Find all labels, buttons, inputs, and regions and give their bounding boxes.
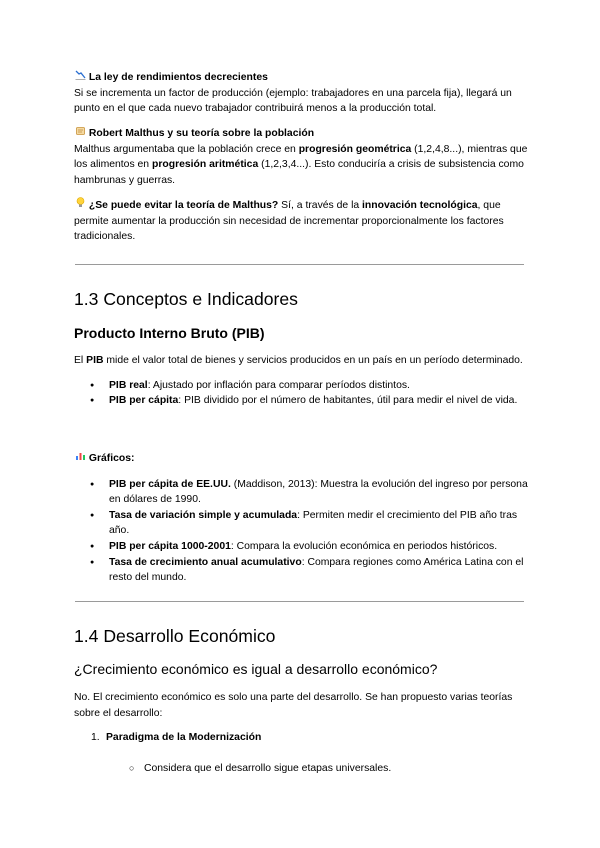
section-heading-1-4: 1.4 Desarrollo Económico — [74, 626, 276, 646]
development-subheading: ¿Crecimiento económico es igual a desarrollo económico? — [74, 661, 438, 677]
avoid-malthus-text: ¿Se puede evitar la teoría de Malthus? Sí, a través de la innovación tecnológica, que permite aumentar la producción sin necesidad de incrementar proporcionalmente los factores tradicionales. — [74, 197, 529, 245]
diminishing-returns-body: Si se incrementa un factor de producción (ejemplo: trabajadores en una parcela fija), llegará un punto en el que cada nuevo trabajador contribuirá menos a la producción total. — [74, 87, 512, 115]
malthus-title: Robert Malthus y su teoría sobre la población — [88, 128, 315, 139]
list-item: ● PIB real: Ajustado por inflación para comparar períodos distintos. — [74, 378, 529, 394]
list-item: ○ Considera que el desarrollo sigue etapas universales. — [74, 761, 529, 777]
list-item: ● Tasa de variación simple y acumulada: Permiten medir el crecimiento del PIB año tras año. — [74, 508, 529, 539]
diminishing-returns-title: La ley de rendimientos decrecientes — [88, 72, 268, 83]
pib-section — [74, 353, 529, 409]
development-list — [74, 730, 529, 746]
development-intro: No. El crecimiento económico es solo una parte del desarrollo. Se han propuesto varias teorías sobre el desarrollo: — [74, 692, 513, 719]
scroll-icon — [74, 126, 86, 142]
graphs-list — [74, 477, 529, 586]
development-sublist — [74, 761, 529, 777]
pib-subheading: Producto Interno Bruto (PIB) — [74, 325, 265, 341]
pib-intro: El PIB mide el valor total de bienes y servicios producidos en un país en un período determinado. — [74, 355, 523, 366]
malthus-body: Malthus argumentaba que la población crece en progresión geométrica (1,2,4,8...), mientras que los alimentos en progresión aritmética (1,2,3,4...). Esto conduciría a crisis de subsistencia como hambrunas y guerras. — [74, 143, 528, 186]
divider — [75, 601, 524, 602]
pib-list — [74, 378, 529, 409]
list-item: ● PIB per cápita de EE.UU. (Maddison, 2013): Muestra la evolución del ingreso por persona en dólares de 1990. — [74, 477, 529, 508]
graphs-title: Gráficos: — [88, 453, 135, 464]
chart-decreasing-icon — [74, 70, 86, 86]
list-item: ● Tasa de crecimiento anual acumulativo: Compara regiones como América Latina con el resto del mundo. — [74, 555, 529, 586]
list-item: ● PIB per cápita 1000-2001: Compara la evolución económica en periodos históricos. — [74, 539, 529, 555]
development-section — [74, 690, 529, 776]
bar-chart-icon — [74, 451, 86, 467]
lightbulb-icon — [74, 197, 86, 214]
malthus-block — [74, 126, 529, 188]
list-item: 1. Paradigma de la Modernización — [91, 732, 262, 744]
list-item: ● PIB per cápita: PIB dividido por el número de habitantes, útil para medir el nivel de vida. — [74, 393, 529, 409]
section-heading-1-3: 1.3 Conceptos e Indicadores — [74, 289, 298, 309]
avoid-malthus-block — [74, 197, 529, 245]
graphs-section — [74, 451, 529, 586]
diminishing-returns-block — [74, 70, 529, 117]
divider — [75, 264, 524, 265]
